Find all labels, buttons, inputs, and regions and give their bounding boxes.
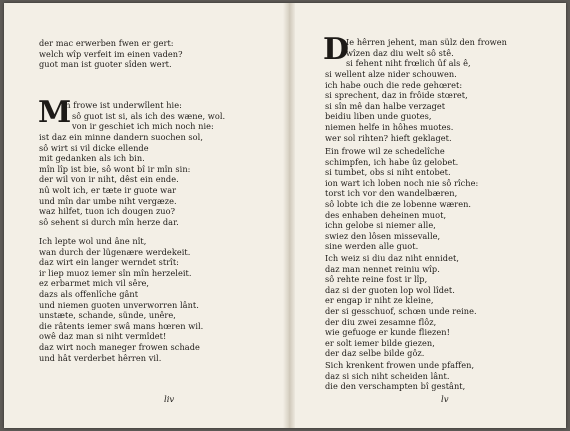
left-page bbox=[4, 3, 284, 428]
text-line: und niemen guoten unverworren lânt. bbox=[39, 299, 199, 310]
text-line: ichn gelobe si niemer alle, bbox=[325, 220, 436, 231]
right-block-1-head bbox=[346, 37, 507, 69]
text-line: daz si sich niht scheiden lânt. bbox=[325, 370, 450, 381]
left-block-3 bbox=[39, 236, 203, 363]
text-line: wîzen daz diu welt sô stê. bbox=[346, 47, 454, 58]
text-line: der si gesschuof, schœn unde reine. bbox=[325, 305, 477, 316]
page-number: lv bbox=[441, 395, 449, 405]
text-line: si sîn mê dan halbe verzaget bbox=[325, 100, 446, 111]
text-line: ion wart ich loben noch nie sô rîche: bbox=[325, 177, 479, 188]
book-spread bbox=[4, 3, 566, 428]
text-line: Ein frowe wil ze schedelîche bbox=[325, 146, 445, 156]
text-line: der diu zwei zesamne flôz, bbox=[325, 316, 437, 327]
right-block-1 bbox=[325, 69, 468, 143]
text-line: ist daz ein minne dandern suochen sol, bbox=[39, 132, 203, 142]
text-line: beidiu liben unde guotes, bbox=[325, 111, 432, 122]
text-line: mit gedanken als ich bin. bbox=[39, 153, 145, 164]
text-line: nû wolt ich, er tæte ir guote war bbox=[39, 184, 177, 195]
text-line: In frowe ist underwîlent hie: bbox=[62, 100, 182, 110]
text-line: von ir geschiet ich mich noch nie: bbox=[72, 121, 214, 132]
text-line: dazs als offenlîche gânt bbox=[39, 288, 139, 299]
text-line: daz wirt noch maneger frowen schade bbox=[39, 341, 200, 352]
left-block-2-head bbox=[62, 100, 225, 132]
page-number: liv bbox=[164, 395, 175, 405]
text-line: daz wirt ein langer werndet strît: bbox=[39, 257, 179, 268]
text-line: sô rehte reine fost ir lîp, bbox=[325, 274, 428, 285]
text-line: die râtents iemer swâ mans hœren wil. bbox=[39, 320, 204, 331]
text-line: guot man ist guoter sîden wert. bbox=[39, 59, 172, 70]
text-line: mîn lîp ist bie, sô wont bî ir mîn sin: bbox=[39, 163, 191, 174]
text-line: wan durch der lügenære werdekeit. bbox=[39, 246, 191, 257]
decorative-initial: D bbox=[323, 32, 350, 67]
text-line: er solt iemer bilde giezen, bbox=[325, 337, 435, 348]
text-line: schimpfen, ich habe ûz gelobet. bbox=[325, 156, 459, 167]
text-line: waz hilfet, tuon ich dougen zuo? bbox=[39, 206, 176, 217]
text-line: ir liep muoz iemer sîn mîn herzeleit. bbox=[39, 267, 192, 278]
text-line: wer sol rihten? hieft geklaget. bbox=[325, 132, 452, 143]
right-block-3 bbox=[325, 253, 477, 359]
right-block-2 bbox=[325, 146, 478, 252]
text-line: sô wirt si vil dicke ellende bbox=[39, 142, 149, 153]
text-line: si sprechent, daz in frôide stœret, bbox=[325, 90, 468, 101]
text-line: der daz selbe bilde gôz. bbox=[325, 348, 425, 359]
text-line: der wil von ir niht, dêst ein ende. bbox=[39, 174, 179, 185]
decorative-initial: M bbox=[38, 95, 72, 130]
text-line: ich habe ouch die rede gehœret: bbox=[325, 79, 463, 90]
book-gutter bbox=[283, 3, 295, 428]
right-page bbox=[295, 3, 566, 428]
left-block-2 bbox=[39, 132, 203, 227]
text-line: owê daz man si niht vermîdet! bbox=[39, 331, 167, 342]
left-block-1 bbox=[39, 38, 183, 70]
text-line: der mac erwerben fwen er gert: bbox=[39, 38, 174, 48]
text-line: und mîn dar umbe niht vergæze. bbox=[39, 195, 177, 206]
right-block-4 bbox=[325, 360, 474, 392]
text-line: des enhaben deheinen muot, bbox=[325, 209, 447, 220]
text-line: sô lobte ich die ze lobenne wæren. bbox=[325, 198, 472, 209]
text-line: sô guot ist si, als ich des wæne, wol. bbox=[72, 110, 226, 121]
text-line: Ich lepte wol und âne nît, bbox=[39, 236, 147, 246]
text-line: die den verschampten bî gestânt, bbox=[325, 381, 466, 392]
text-line: swiez den lôsen missevalle, bbox=[325, 230, 441, 241]
text-line: ez erbarmet mich vil sêre, bbox=[39, 278, 150, 289]
text-line: Ich weiz si diu daz niht ennidet, bbox=[325, 253, 459, 263]
text-line: si wellent alze nider schouwen. bbox=[325, 69, 457, 79]
text-line: er engap ir niht ze kleine, bbox=[325, 295, 434, 306]
text-line: sine werden alle guot. bbox=[325, 241, 419, 252]
text-line: si fehent niht frœlich ûf als ê, bbox=[346, 58, 471, 69]
text-line: sô sehent si durch mîn herze dar. bbox=[39, 216, 179, 227]
text-line: daz man nennet reiniu wîp. bbox=[325, 263, 440, 274]
text-line: Sich krenkent frowen unde pfaffen, bbox=[325, 360, 475, 370]
text-line: si tumbet, obs si niht entobet. bbox=[325, 167, 451, 178]
text-line: torst ich vor den wandelbæren, bbox=[325, 188, 458, 199]
text-line: und hât verderbet hêrren vil. bbox=[39, 352, 162, 363]
text-line: Ie hêrren jehent, man sülz den frowen bbox=[346, 37, 507, 47]
text-line: wie gefuoge er kunde fliezen! bbox=[325, 327, 450, 338]
text-line: daz si der guoten lop wol lîdet. bbox=[325, 284, 455, 295]
text-line: niemen helfe in hôhes muotes. bbox=[325, 121, 454, 132]
text-line: welch wîp verfeit im einen vaden? bbox=[39, 48, 183, 59]
text-line: unstæte, schande, sünde, unêre, bbox=[39, 310, 176, 321]
